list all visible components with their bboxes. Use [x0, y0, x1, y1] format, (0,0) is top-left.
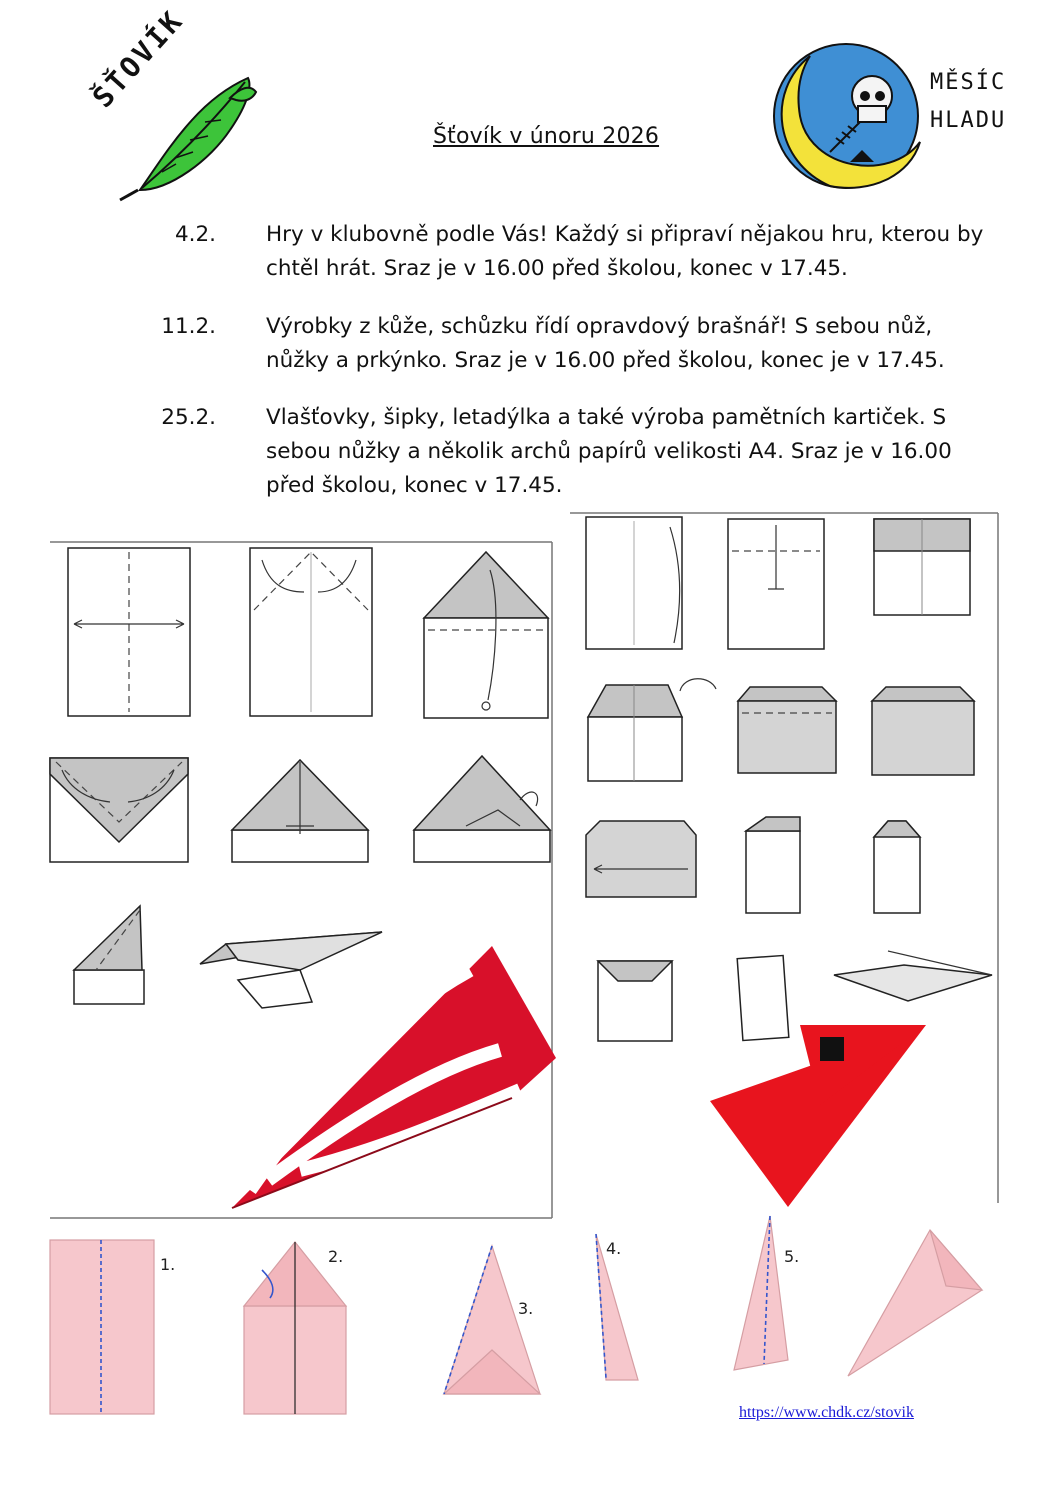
paper-plane-diagram-left — [0, 530, 560, 1220]
event-date: 25.2. — [161, 405, 216, 430]
logo-right-text-2: HLADU — [930, 108, 1007, 133]
event-date: 4.2. — [174, 222, 216, 247]
logo-right-text-1: MĚSÍC — [930, 70, 1007, 95]
logo-stovik — [80, 3, 270, 210]
event-text: Hry v klubovně podle Vás! Každý si připraví nějakou hru, kterou by chtěl hrát. Sraz je v 16.00 před školou, konec v 17.45. — [266, 222, 984, 281]
step-label: 3. — [518, 1299, 534, 1318]
event-text: Výrobky z kůže, schůzku řídí opravdový brašnář! S sebou nůž, nůžky a prkýnko. Sraz je v 16.00 před školou, konec je v 17.45. — [266, 314, 945, 373]
pink-plane-steps — [40, 1210, 1000, 1430]
paper-plane-diagram-right — [570, 505, 1010, 1205]
event-date: 11.2. — [161, 314, 216, 339]
event-25-2 — [150, 401, 1010, 505]
event-11-2 — [150, 310, 1010, 380]
event-text: Vlašťovky, šipky, letadýlka a také výroba pamětních kartiček. S sebou nůžky a několik archů papírů velikosti A4. Sraz je v 16.00 před školou, konec v 17.45. — [266, 405, 952, 498]
step-label: 2. — [328, 1247, 344, 1266]
page-title: Šťovík v únoru 2026 — [433, 124, 660, 149]
logo-left-text: ŠŤOVÍK — [86, 3, 191, 115]
event-4-2 — [150, 218, 1010, 288]
footer-link[interactable]: https://www.chdk.cz/stovik — [739, 1404, 914, 1421]
step-label: 5. — [784, 1247, 800, 1266]
step-label: 4. — [606, 1239, 622, 1258]
step-label: 1. — [160, 1255, 176, 1274]
logo-mesic-hladu — [770, 42, 1030, 192]
